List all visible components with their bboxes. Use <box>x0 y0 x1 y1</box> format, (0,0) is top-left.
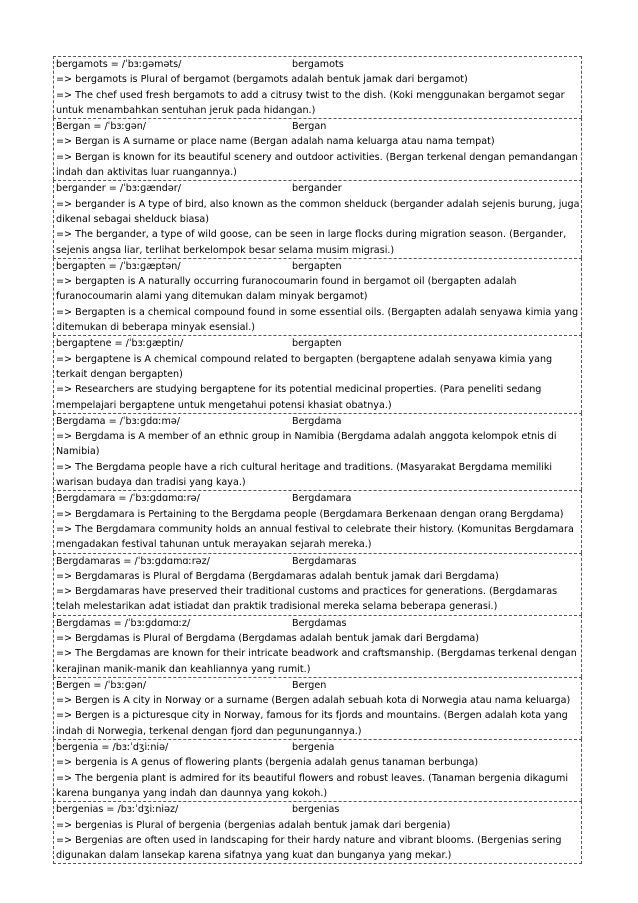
entry-definition: => Bergdamaras is Plural of Bergdama (Bergdamaras adalah bentuk jamak dari Bergdama) <box>56 570 499 582</box>
entry-example: => The Bergdamas are known for their intricate beadwork and craftsmanship. (Bergdamas terkenal dengan kerajinan manik-manik dan keahliannya yang rumit.) <box>56 648 577 675</box>
dictionary-entry <box>53 615 582 677</box>
entry-example: => Bergdamaras have preserved their traditional customs and practices for generations. (Bergdamaras telah melestarikan adat istiadat dan praktik tradisional mereka selama beberapa generasi.) <box>56 586 558 613</box>
entry-definition: => bergapten is A naturally occurring furanocoumarin found in bergamot oil (bergapten adalah furanocoumarin alami yang ditemukan dalam minyak bergamot) <box>56 276 517 303</box>
entry-definition: => bergenias is Plural of bergenia (bergenias adalah bentuk jamak dari bergenia) <box>56 819 451 831</box>
entry-example: => Bergan is known for its beautiful scenery and outdoor activities. (Bergan terkenal dengan pemandangan indah dan aktivitas luar ruangannya.) <box>56 151 578 179</box>
entry-definition: => bergander is A type of bird, also known as the common shelduck (bergander adalah sejenis burung, juga dikenal sebagai shelduck biasa) <box>56 198 580 225</box>
entry-definition: => Bergdamara is Pertaining to the Bergdama people (Bergdamara Berkenaan dengan orang Bergdama) <box>56 508 564 520</box>
entry-definition: => bergamots is Plural of bergamot (bergamots adalah bentuk jamak dari bergamot) <box>56 74 468 86</box>
entry-example: => The Bergdamara community holds an annual festival to celebrate their history. (Komunitas Bergdamara mengadakan festival tahunan untuk merayakan sejarah mereka.) <box>56 523 574 551</box>
entry-example: => Bergen is a picturesque city in Norway, famous for its fjords and mountains. (Bergen adalah kota yang indah di Norwegia, terkenal dengan fjord dan pegunungannya.) <box>56 710 568 737</box>
entry-pronunciation: bergaptene = /ˈbɜːɡæptin/ <box>56 338 184 350</box>
entry-headline <box>56 554 580 569</box>
entry-pronunciation: Bergan = /ˈbɜːɡən/ <box>56 121 147 133</box>
entry-example: => The bergander, a type of wild goose, can be seen in large flocks during migration season. (Bergander, sejenis angsa liar, terlihat berkelompok besar selama musim migrasi.) <box>56 229 567 256</box>
entry-pronunciation: Bergdamas = /ˈbɜːɡdɑmɑːz/ <box>56 617 191 629</box>
entry-definition: => Bergan is A surname or place name (Bergan adalah nama keluarga atau nama tempat) <box>56 136 495 148</box>
entry-headline <box>56 259 580 274</box>
entry-pronunciation: bergenia = /bɜːˈdʒiːniə/ <box>56 742 169 754</box>
dictionary-entry <box>53 413 582 490</box>
entry-definition: => Bergen is A city in Norway or a surname (Bergen adalah sebuah kota di Norwegia atau nama keluarga) <box>56 695 571 707</box>
entry-word: Bergen <box>292 679 327 691</box>
entry-word: Bergdama <box>292 415 342 427</box>
entry-example: => The bergenia plant is admired for its beautiful flowers and robust leaves. (Tanaman bergenia dikagumi karena bunganya yang indah dan daunnya yang kokoh.) <box>56 772 569 799</box>
entry-pronunciation: Bergdama = /ˈbɜːɡdɑːmə/ <box>56 415 180 427</box>
entry-word: Bergdamas <box>292 617 347 629</box>
entry-headline <box>56 119 580 134</box>
entry-pronunciation: Bergdamara = /ˈbɜːɡdɑmɑːrə/ <box>56 493 200 505</box>
entry-word: bergamots <box>292 59 344 70</box>
dictionary-entry <box>53 258 582 335</box>
entry-word: bergapten <box>292 338 342 350</box>
dictionary-entry <box>53 677 582 739</box>
entry-pronunciation: bergander = /ˈbɜːɡændər/ <box>56 183 181 195</box>
entry-pronunciation: Bergen = /ˈbɜːɡən/ <box>56 679 147 691</box>
entry-headline <box>56 740 580 755</box>
entry-example: => The chef used fresh bergamots to add a citrusy twist to the dish. (Koki menggunakan bergamot segar untuk menambahkan sentuhan jeruk pada hidangan.) <box>56 89 565 116</box>
entry-pronunciation: bergapten = /ˈbɜːɡæptən/ <box>56 260 181 272</box>
dictionary-entry <box>53 118 582 180</box>
entry-definition: => Bergdama is A member of an ethnic group in Namibia (Bergdama adalah anggota kelompok etnis di Namibia) <box>56 431 557 458</box>
entry-example: => Bergapten is a chemical compound found in some essential oils. (Bergapten adalah senyawa kimia yang ditemukan di beberapa minyak esensial.) <box>56 306 579 334</box>
dictionary-page <box>53 56 582 864</box>
entry-word: Bergdamaras <box>292 555 357 567</box>
entry-headline <box>56 181 580 196</box>
entry-pronunciation: bergenias = /bɜːˈdʒiːniəz/ <box>56 804 179 816</box>
entry-word: Bergan <box>292 121 327 133</box>
entry-headline <box>56 802 580 817</box>
entry-pronunciation: bergamots = /ˈbɜːɡəməts/ <box>56 59 182 70</box>
entry-word: bergenia <box>292 742 335 754</box>
entry-example: => The Bergdama people have a rich cultural heritage and traditions. (Masyarakat Bergdama memiliki warisan budaya dan tradisi yang kaya.) <box>56 461 553 489</box>
entry-headline <box>56 57 580 72</box>
entry-headline <box>56 616 580 631</box>
entry-headline <box>56 336 580 351</box>
entry-definition: => Bergdamas is Plural of Bergdama (Bergdamas adalah bentuk jamak dari Bergdama) <box>56 632 480 644</box>
entry-definition: => bergaptene is A chemical compound related to bergapten (bergaptene adalah senyawa kimia yang terkait dengan bergapten) <box>56 353 553 380</box>
entry-example: => Researchers are studying bergaptene for its potential medicinal properties. (Para peneliti sedang mempelajari bergaptene untuk mengetahui potensi khasiat obatnya.) <box>56 384 542 411</box>
dictionary-entry <box>53 490 582 552</box>
dictionary-entry <box>53 801 582 864</box>
entry-pronunciation: Bergdamaras = /ˈbɜːɡdɑmɑːrəz/ <box>56 555 210 567</box>
entry-word: Bergdamara <box>292 493 352 505</box>
dictionary-entry <box>53 56 582 118</box>
entry-definition: => bergenia is A genus of flowering plants (bergenia adalah genus tanaman berbunga) <box>56 757 479 769</box>
entry-word: bergander <box>292 183 342 195</box>
dictionary-entry <box>53 739 582 801</box>
entry-headline <box>56 491 580 506</box>
dictionary-entry <box>53 335 582 412</box>
entry-headline <box>56 414 580 429</box>
entry-word: bergenias <box>292 804 340 816</box>
entry-word: bergapten <box>292 260 342 272</box>
dictionary-entry <box>53 180 582 257</box>
entry-headline <box>56 678 580 693</box>
dictionary-entry <box>53 553 582 615</box>
entry-example: => Bergenias are often used in landscaping for their hardy nature and vibrant blooms. (Bergenias sering digunakan dalam lansekap karena sifatnya yang kuat dan bunganya yang mekar.) <box>56 834 562 862</box>
